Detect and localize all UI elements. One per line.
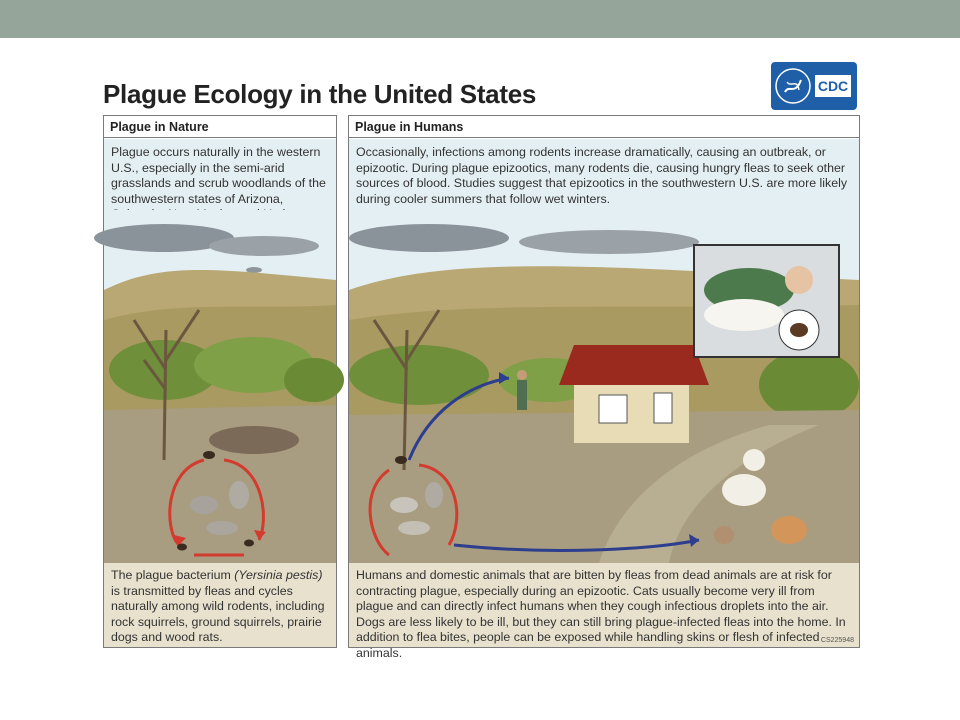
figure-code: CS225948 xyxy=(820,637,854,644)
human-scene-illustration xyxy=(349,210,859,563)
house-roof xyxy=(559,345,709,385)
panel-heading: Plague in Humans xyxy=(349,116,859,138)
plague-in-nature-panel xyxy=(103,115,337,648)
caption-part: is transmitted by fleas and cycles naturally among wild rodents, including rock squirrels, ground squirrels, prairie dogs and wood rats. xyxy=(111,583,325,644)
caption-species-name: (Yersinia pestis) xyxy=(234,568,323,582)
svg-text:CDC: CDC xyxy=(817,78,849,94)
nature-scene-illustration xyxy=(104,210,336,563)
panel-intro-text: Occasionally, infections among rodents increase dramatically, causing an outbreak, or epizootic. During plague epizootics, many rodents die, causing hungry fleas to seek other sources of blood. Studies suggest that epizootics in the southwestern U.S. are more likely during cooler summers that follow wet winters. xyxy=(349,139,859,229)
panel-caption-text: Humans and domestic animals that are bitten by fleas from dead animals are at risk for contracting plague, especially during an epizootic. Cats usually become very ill from plague and can directly infect humans when they cough infectious droplets into the air. Dogs are less likely to be ill, but they can still bring plague-infected fleas into the home. In addition to flea bites, people can be exposed while handling skins or flesh of infected animals. xyxy=(349,563,859,647)
page-title: Plague Ecology in the United States xyxy=(103,79,537,109)
panel-heading: Plague in Nature xyxy=(104,116,336,138)
panel-caption-text xyxy=(104,563,336,647)
caption-part: The plague bacterium xyxy=(111,568,235,582)
cdc-logo xyxy=(771,62,857,110)
panel-intro-text: Plague occurs naturally in the western U.S., especially in the semi-arid grasslands and scrub woodlands of the southwestern states of Arizona, xyxy=(104,139,336,229)
plague-in-humans-panel xyxy=(348,115,860,660)
top-banner xyxy=(0,0,960,38)
